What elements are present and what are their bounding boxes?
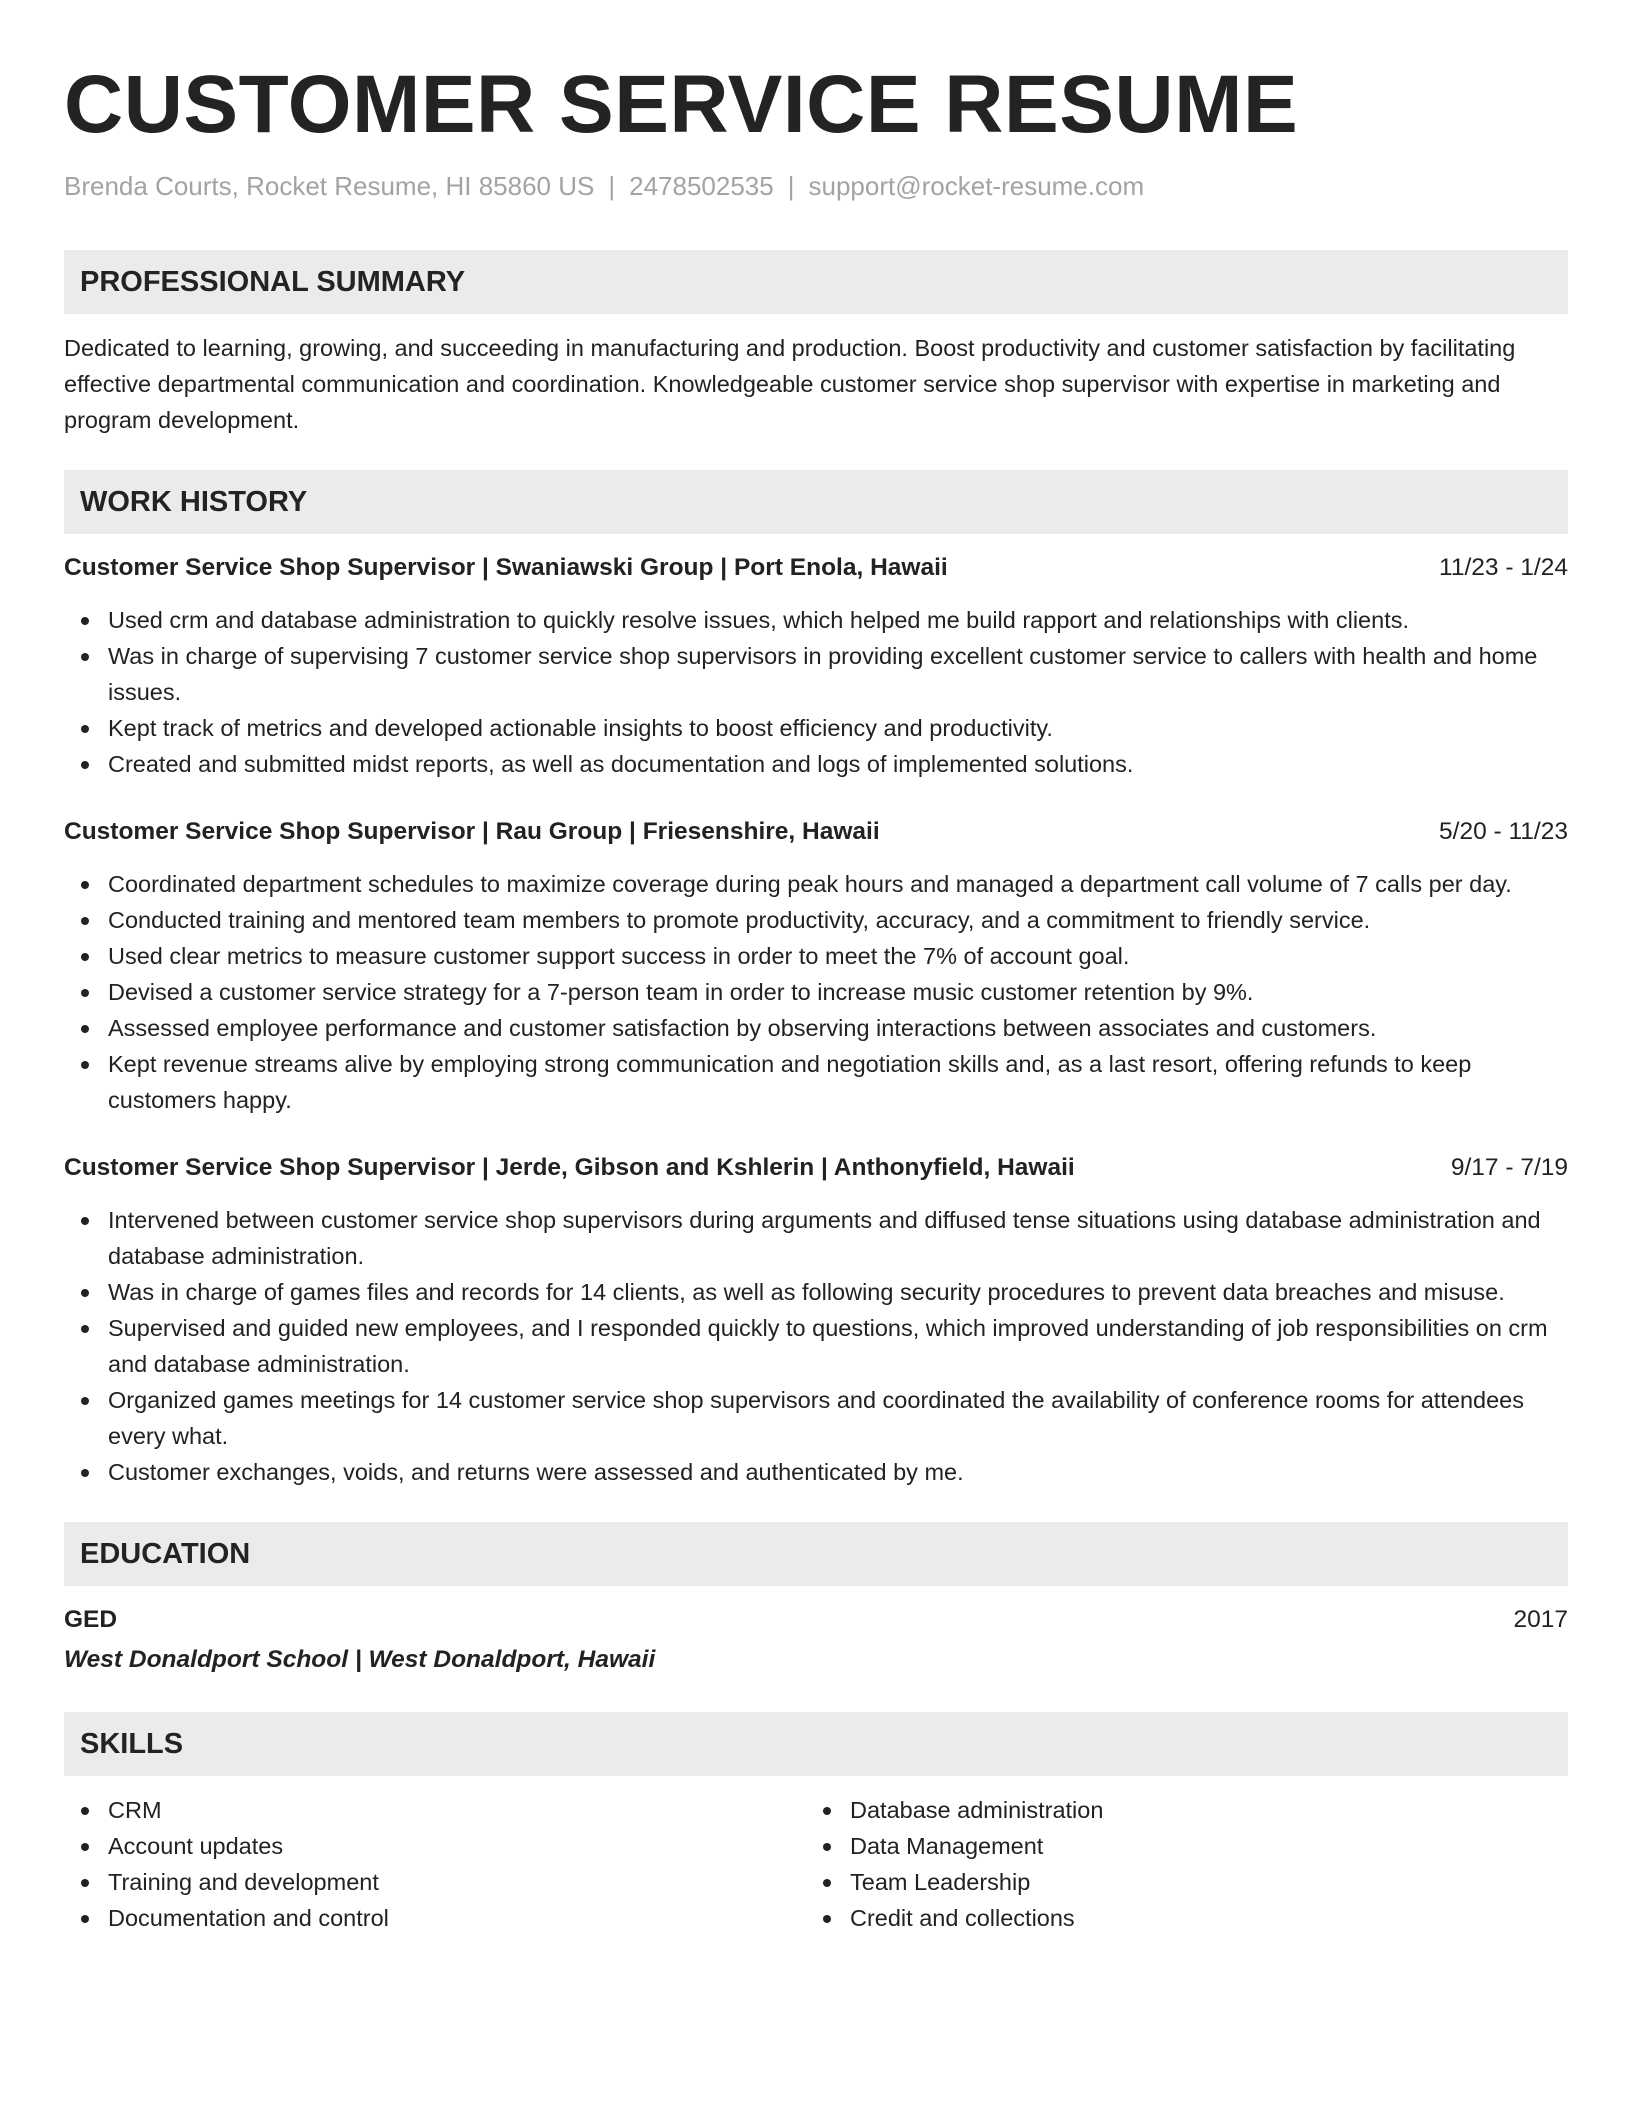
skill-item: Training and development xyxy=(64,1864,806,1900)
section-heading-summary: PROFESSIONAL SUMMARY xyxy=(64,250,1568,314)
job-bullet: Coordinated department schedules to maximize coverage during peak hours and managed a department call volume of 7 calls per day. xyxy=(64,866,1568,902)
skill-item: Documentation and control xyxy=(64,1900,806,1936)
job-entry xyxy=(64,814,1568,1118)
contact-phone: 2478502535 xyxy=(629,171,774,201)
skill-item: CRM xyxy=(64,1792,806,1828)
skill-item: Database administration xyxy=(806,1792,1548,1828)
job-dates: 5/20 - 11/23 xyxy=(1439,818,1568,845)
job-entry xyxy=(64,1150,1568,1490)
job-header xyxy=(64,814,1568,850)
skills-column-left xyxy=(64,1792,806,1936)
job-title: Customer Service Shop Supervisor | Swaniawski Group | Port Enola, Hawaii xyxy=(64,554,948,581)
job-bullet: Customer exchanges, voids, and returns were assessed and authenticated by me. xyxy=(64,1454,1568,1490)
education-header xyxy=(64,1602,1568,1638)
resume-page xyxy=(64,56,1568,1936)
education-year: 2017 xyxy=(1513,1606,1568,1633)
job-bullet: Supervised and guided new employees, and I responded quickly to questions, which improved understanding of job responsibilities on crm and database administration. xyxy=(64,1310,1568,1382)
skill-item: Team Leadership xyxy=(806,1864,1548,1900)
job-bullets xyxy=(64,866,1568,1118)
job-bullet: Kept track of metrics and developed actionable insights to boost efficiency and productivity. xyxy=(64,710,1568,746)
job-bullet: Was in charge of supervising 7 customer service shop supervisors in providing excellent customer service to callers with health and home issues. xyxy=(64,638,1568,710)
job-bullets xyxy=(64,1202,1568,1490)
skill-item: Credit and collections xyxy=(806,1900,1548,1936)
skills-list xyxy=(64,1792,1568,1936)
section-heading-education: EDUCATION xyxy=(64,1522,1568,1586)
job-title: Customer Service Shop Supervisor | Rau Group | Friesenshire, Hawaii xyxy=(64,818,880,845)
education-school: West Donaldport School | West Donaldport, Hawaii xyxy=(64,1646,656,1673)
contact-email: support@rocket-resume.com xyxy=(808,171,1145,201)
section-heading-skills: SKILLS xyxy=(64,1712,1568,1776)
skill-item: Data Management xyxy=(806,1828,1548,1864)
job-bullet: Created and submitted midst reports, as well as documentation and logs of implemented solutions. xyxy=(64,746,1568,782)
skill-item: Account updates xyxy=(64,1828,806,1864)
job-bullet: Assessed employee performance and customer satisfaction by observing interactions between associates and customers. xyxy=(64,1010,1568,1046)
skills-column-right xyxy=(806,1792,1548,1936)
contact-line xyxy=(64,168,1568,204)
job-title: Customer Service Shop Supervisor | Jerde, Gibson and Kshlerin | Anthonyfield, Hawaii xyxy=(64,1154,1075,1181)
job-header xyxy=(64,1150,1568,1186)
job-bullet: Used clear metrics to measure customer support success in order to meet the 7% of account goal. xyxy=(64,938,1568,974)
contact-separator: | xyxy=(608,171,616,201)
job-bullet: Conducted training and mentored team members to promote productivity, accuracy, and a commitment to friendly service. xyxy=(64,902,1568,938)
job-dates: 9/17 - 7/19 xyxy=(1450,1154,1568,1181)
job-bullet: Organized games meetings for 14 customer service shop supervisors and coordinated the availability of conference rooms for attendees every what. xyxy=(64,1382,1568,1454)
job-bullet: Kept revenue streams alive by employing strong communication and negotiation skills and, as a last resort, offering refunds to keep customers happy. xyxy=(64,1046,1568,1118)
job-bullet: Was in charge of games files and records for 14 clients, as well as following security procedures to prevent data breaches and misuse. xyxy=(64,1274,1568,1310)
job-bullet: Used crm and database administration to quickly resolve issues, which helped me build rapport and relationships with clients. xyxy=(64,602,1568,638)
education-entry xyxy=(64,1602,1568,1678)
job-header xyxy=(64,550,1568,586)
section-heading-work-history: WORK HISTORY xyxy=(64,470,1568,534)
job-bullet: Devised a customer service strategy for a 7-person team in order to increase music customer retention by 9%. xyxy=(64,974,1568,1010)
summary-text: Dedicated to learning, growing, and succeeding in manufacturing and production. Boost productivity and customer satisfaction by facilitating effective departmental communication and coordination. Knowledgeable customer service shop supervisor with expertise in marketing and program development. xyxy=(64,335,1516,433)
resume-title: CUSTOMER SERVICE RESUME xyxy=(64,59,1299,150)
job-entry xyxy=(64,550,1568,782)
job-bullet: Intervened between customer service shop supervisors during arguments and diffused tense situations using database administration and database administration. xyxy=(64,1202,1568,1274)
job-bullets xyxy=(64,602,1568,782)
job-dates: 11/23 - 1/24 xyxy=(1439,554,1568,581)
contact-separator: | xyxy=(787,171,795,201)
contact-address: Brenda Courts, Rocket Resume, HI 85860 US xyxy=(64,171,595,201)
education-degree: GED xyxy=(64,1606,118,1633)
